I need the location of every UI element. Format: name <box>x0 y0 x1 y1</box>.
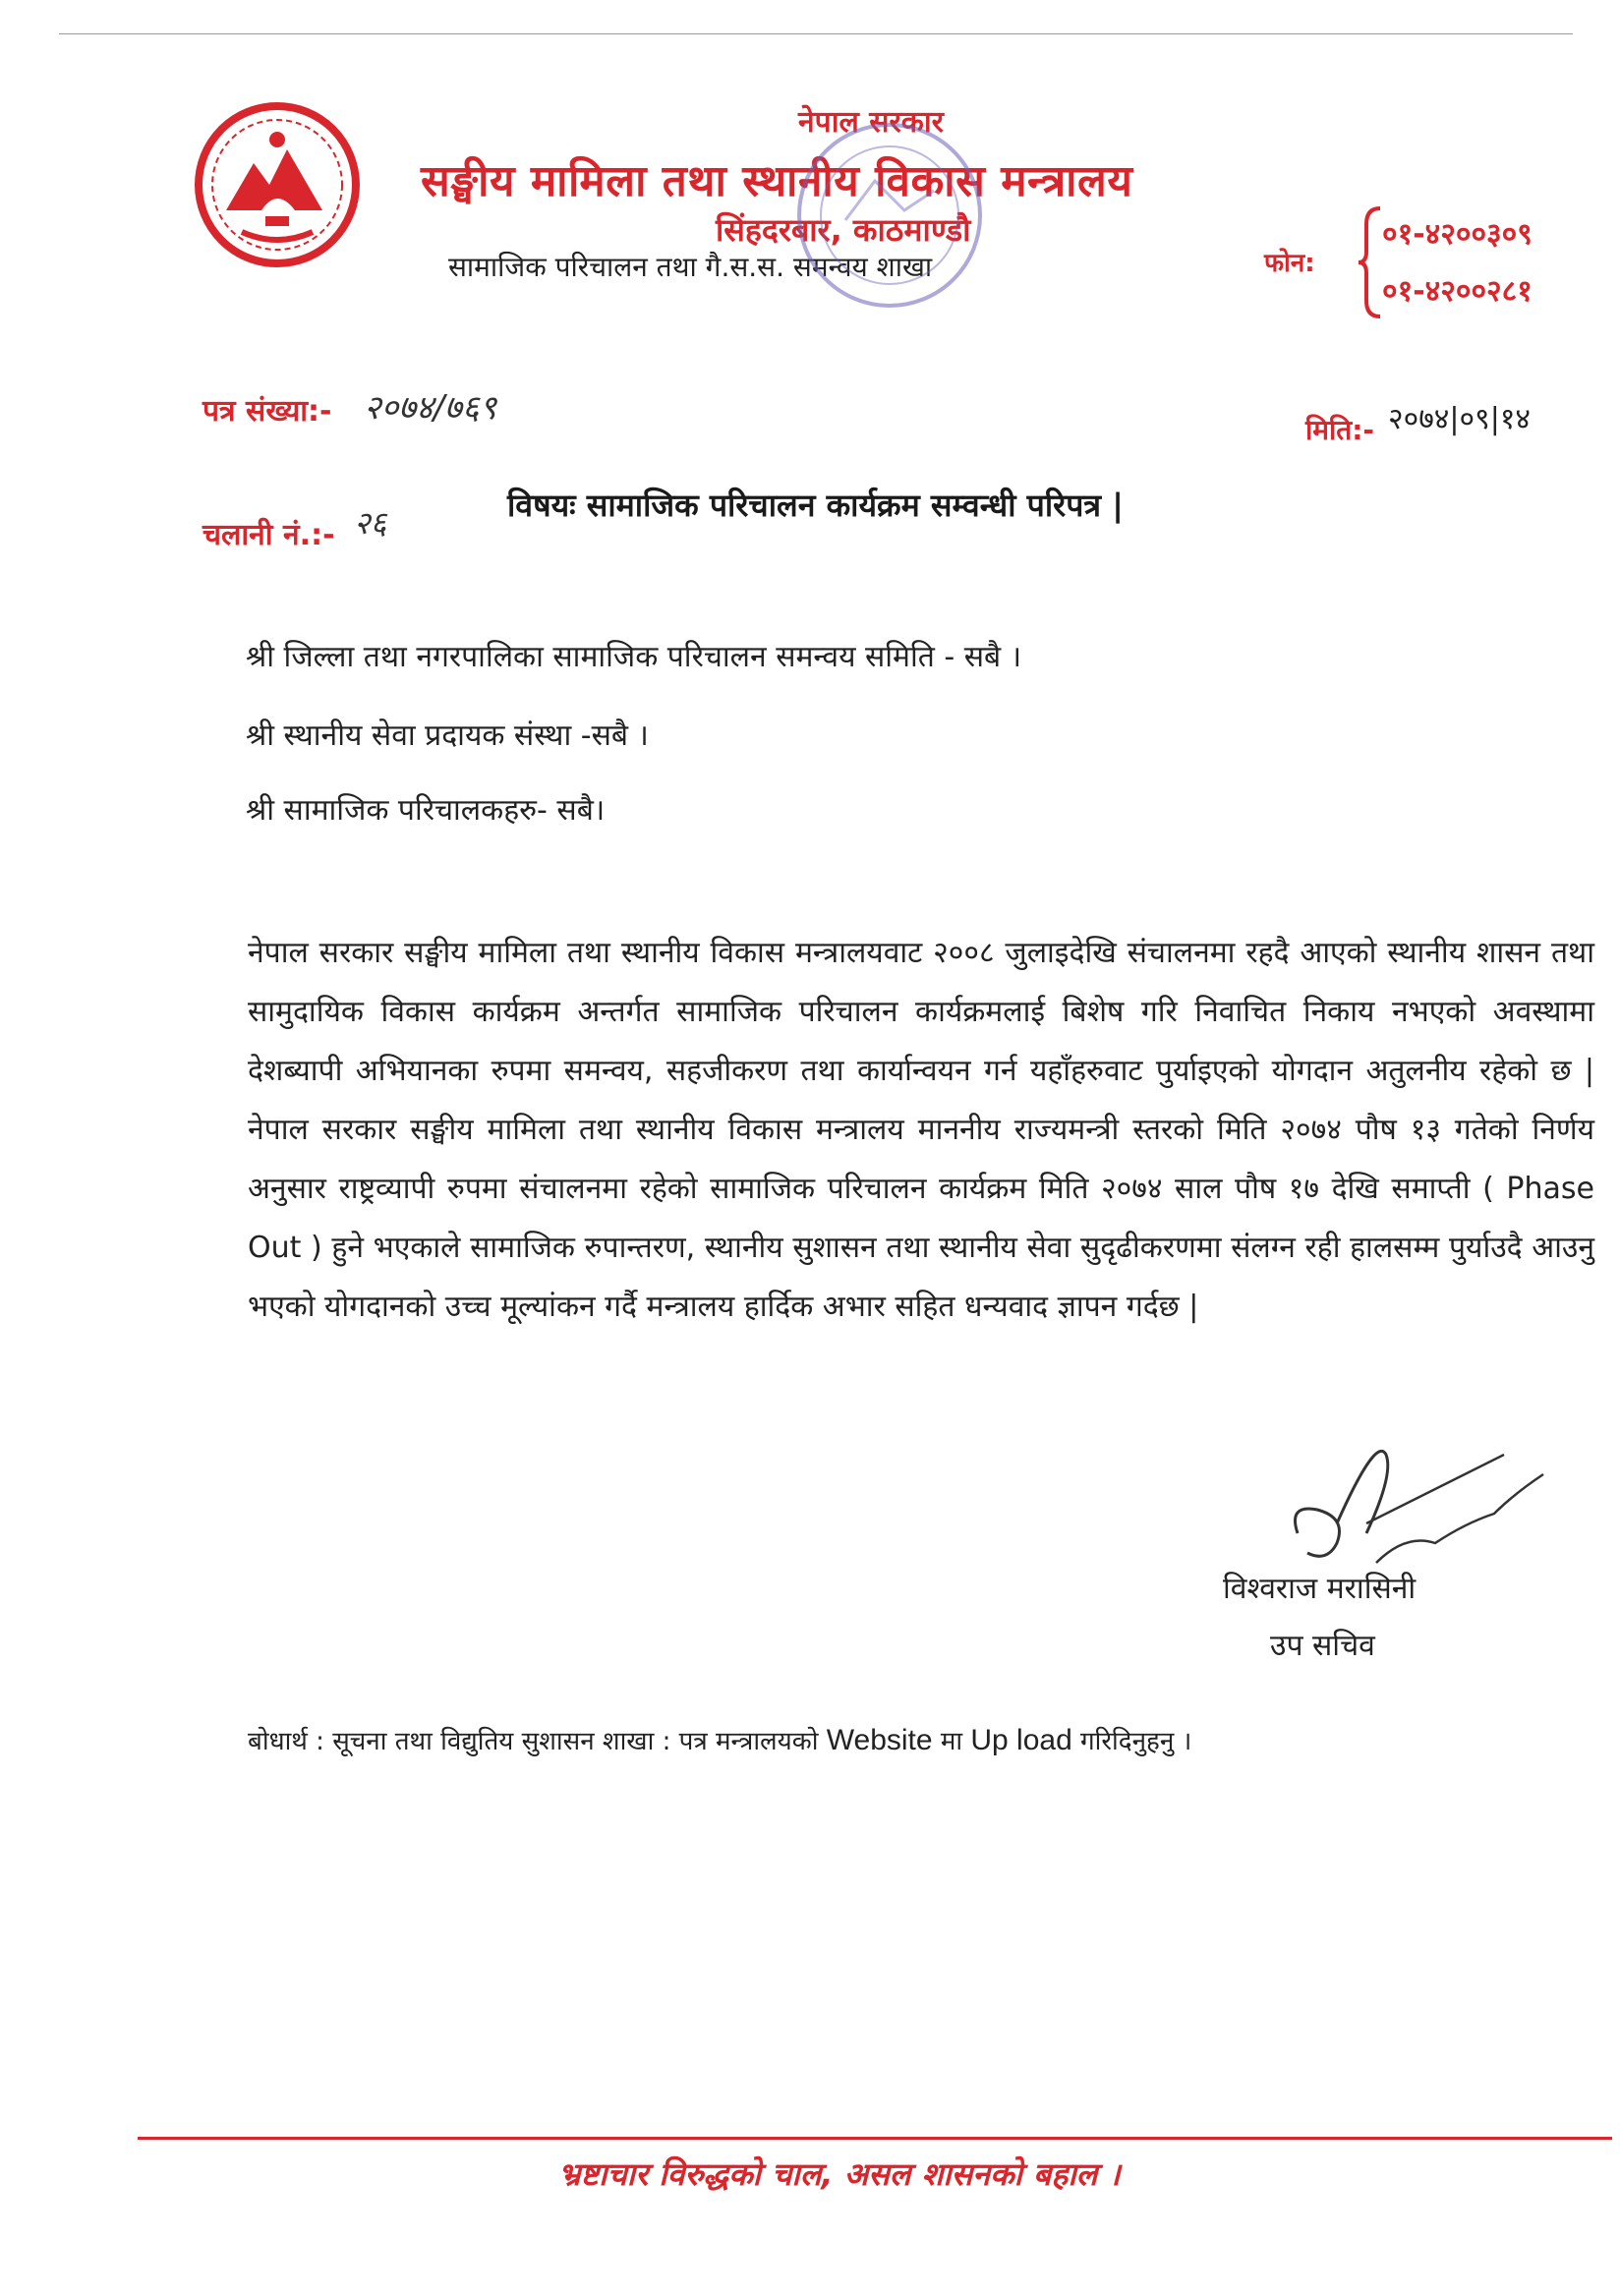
office-stamp-icon <box>786 102 993 328</box>
dispatch-number: २६ <box>354 504 387 542</box>
date-value: २०७४|०९|१४ <box>1388 402 1532 436</box>
cc-suffix: गरिदिनुहनु । <box>1071 1727 1192 1756</box>
cc-note <box>248 1722 1191 1757</box>
phone-number-2: ०१-४२००२८१ <box>1382 274 1533 309</box>
section-name: सामाजिक परिचालन तथा गै.स.स. समन्वय शाखा <box>448 251 933 283</box>
signatory-title: उप सचिव <box>1270 1629 1375 1663</box>
cc-upload-word: Up load <box>970 1724 1072 1756</box>
cc-website-word: Website <box>826 1724 933 1756</box>
addressee-line: श्री सामाजिक परिचालकहरु- सबै। <box>246 793 606 828</box>
letter-body: नेपाल सरकार सङ्घीय मामिला तथा स्थानीय विकास मन्त्रालयवाट २००८ जुलाइदेखि संचालनमा रहदै आएको स्थानीय शासन तथा सामुदायिक विकास कार्यक्रम अन्तर्गत सामाजिक परिचालन कार्यक्रमलाई बिशेष गरि निवाचित निकाय नभएको अवस्थामा देशब्यापी अभियानका रुपमा समन्वय, सहजीकरण तथा कार्यान्वयन गर्न यहाँहरुवाट पुर्याइएको योगदान अतुलनीय रहेको छ | नेपाल सरकार सङ्घीय मामिला तथा स्थानीय विकास मन्त्रालय माननीय राज्यमन्त्री स्तरको मिति २०७४ पौष १३ गतेको निर्णय अनुसार राष्ट्रव्यापी रुपमा संचालनमा रहेको सामाजिक परिचालन कार्यक्रम मिति २०७४ साल पौष १७ देखि समाप्ती ( Phase Out ) हुने भएकाले सामाजिक रुपान्तरण, स्थानीय सुशासन तथा स्थानीय सेवा सुदृढीकरणमा संलग्न रही हालसम्म पुर्याउदै आउनु भएको योगदानको उच्च मूल्यांकन गर्दै मन्त्रालय हार्दिक अभार सहित धन्यवाद ज्ञापन गर्दछ | <box>248 936 1594 1324</box>
government-name: नेपाल सरकार <box>798 105 944 140</box>
footer-rule <box>138 2137 1612 2140</box>
date-label: मिति:- <box>1305 414 1375 446</box>
ministry-name: सङ्घीय मामिला तथा स्थानीय विकास मन्त्रालय <box>421 156 1133 206</box>
phone-brace-icon <box>1357 204 1384 320</box>
signatory-name: विश्वराज मरासिनी <box>1223 1572 1417 1606</box>
footer-slogan: भ्रष्टाचार विरुद्धको चाल, असल शासनको बहाल । <box>558 2155 1121 2193</box>
reference-label: पत्र संख्या:- <box>202 394 332 429</box>
addressee-line: श्री जिल्ला तथा नगरपालिका सामाजिक परिचालन समन्वय समिति - सबै । <box>246 640 1022 674</box>
letter-subject: विषयः सामाजिक परिचालन कार्यक्रम सम्वन्धी परिपत्र | <box>507 487 1124 524</box>
nepal-emblem-icon <box>193 100 362 269</box>
ministry-location: सिंहदरबार, काठमाण्डौ <box>716 211 971 249</box>
top-rule <box>59 33 1573 34</box>
dispatch-label: चलानी नं.:- <box>202 518 335 552</box>
phone-label: फोन: <box>1264 249 1315 278</box>
phone-number-1: ०१-४२००३०९ <box>1382 217 1533 252</box>
addressee-line: श्री स्थानीय सेवा प्रदायक संस्था -सबै । <box>246 718 649 753</box>
cc-mid: मा <box>932 1727 971 1756</box>
handwritten-signature-icon <box>1278 1415 1592 1582</box>
cc-prefix: बोधार्थ : सूचना तथा विद्युतिय सुशासन शाखा : पत्र मन्त्रालयको <box>248 1727 827 1756</box>
reference-number: २०७४/७६९ <box>364 388 497 428</box>
